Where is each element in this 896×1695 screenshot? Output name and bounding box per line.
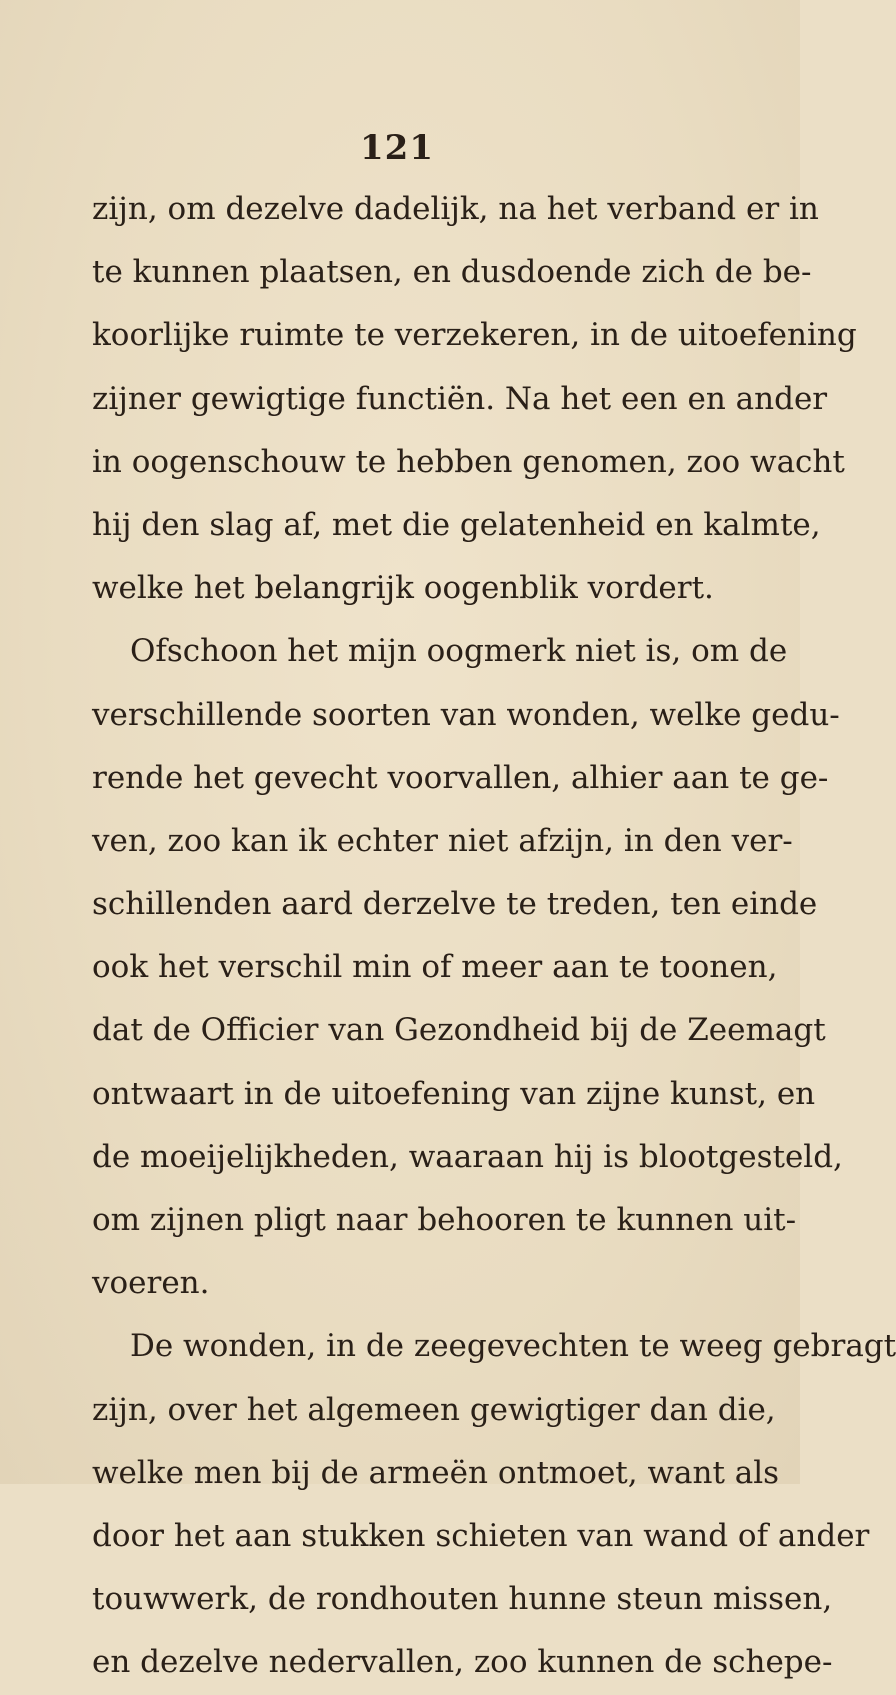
body-text bbox=[92, 178, 896, 1695]
text-line: rende het gevecht voorvallen, alhier aan te ge- bbox=[92, 759, 829, 796]
text-line: Ofschoon het mijn oogmerk niet is, om de bbox=[130, 633, 788, 670]
text-line: ook het verschil min of meer aan te toonen, bbox=[92, 949, 778, 986]
page-number: 121 bbox=[360, 128, 434, 168]
text-line: zijn, over het algemeen gewigtiger dan die, bbox=[92, 1391, 776, 1428]
text-line: hij den slag af, met die gelatenheid en kalmte, bbox=[92, 506, 821, 543]
text-line: voeren. bbox=[92, 1265, 210, 1302]
text-line: verschillende soorten van wonden, welke gedu- bbox=[92, 696, 840, 733]
text-line: de moeijelijkheden, waaraan hij is blootgesteld, bbox=[92, 1138, 843, 1175]
text-line: De wonden, in de zeegevechten te weeg gebragt bbox=[130, 1328, 896, 1365]
text-line: en dezelve nedervallen, zoo kunnen de schepe- bbox=[92, 1644, 833, 1681]
text-line: touwwerk, de rondhouten hunne steun missen, bbox=[92, 1581, 833, 1618]
text-line: schillenden aard derzelve te treden, ten einde bbox=[92, 886, 818, 923]
text-line: in oogenschouw te hebben genomen, zoo wacht bbox=[92, 443, 845, 480]
text-line: welke men bij de armeën ontmoet, want als bbox=[92, 1454, 780, 1491]
text-line: koorlijke ruimte te verzekeren, in de uitoefening bbox=[92, 317, 857, 354]
text-line: door het aan stukken schieten van wand of ander bbox=[92, 1517, 870, 1554]
text-line: te kunnen plaatsen, en dusdoende zich de be- bbox=[92, 254, 812, 291]
text-line: zijn, om dezelve dadelijk, na het verband er in bbox=[92, 191, 819, 227]
text-line: ven, zoo kan ik echter niet afzijn, in den ver- bbox=[92, 822, 793, 859]
text-line: ontwaart in de uitoefening van zijne kunst, en bbox=[92, 1075, 816, 1112]
text-line: dat de Officier van Gezondheid bij de Zeemagt bbox=[92, 1012, 826, 1049]
text-line: om zijnen pligt naar behooren te kunnen uit- bbox=[92, 1202, 797, 1238]
text-line: welke het belangrijk oogenblik vordert. bbox=[92, 570, 714, 607]
text-line: zijner gewigtige functiën. Na het een en ander bbox=[92, 380, 828, 417]
